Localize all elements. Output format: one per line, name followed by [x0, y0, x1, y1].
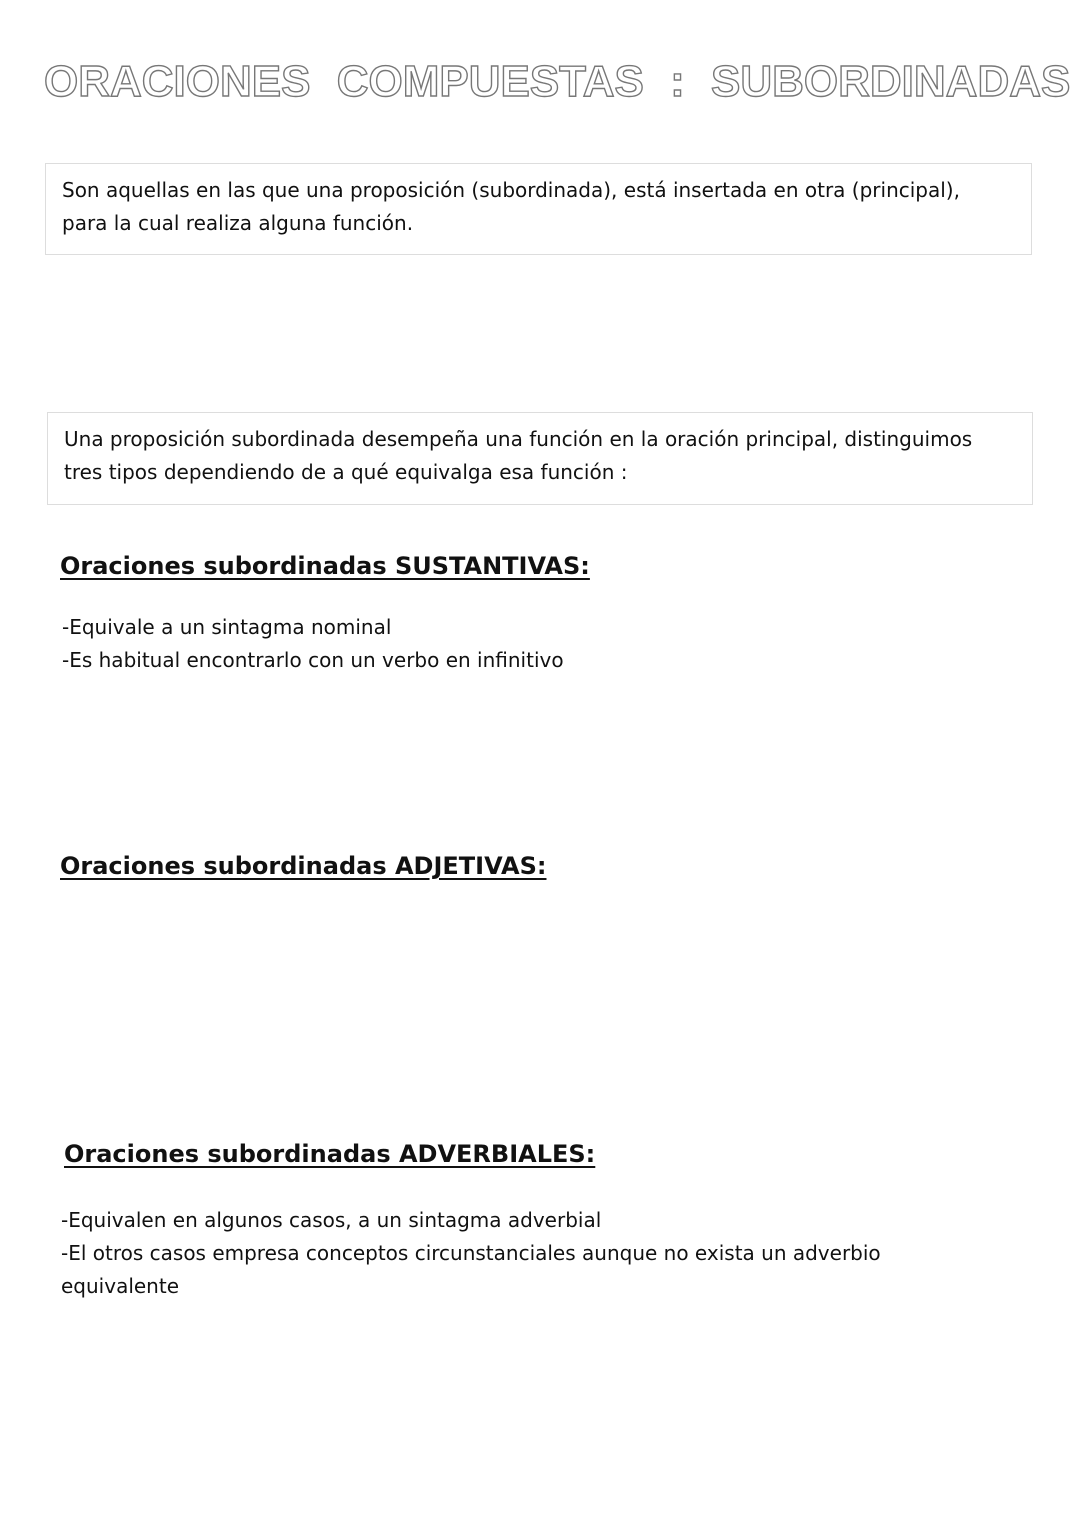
body-line: -Equivale a un sintagma nominal [62, 615, 392, 639]
body-line: -Es habitual encontrarlo con un verbo en infinitivo [62, 648, 564, 672]
section-heading-sustantivas: Oraciones subordinadas SUSTANTIVAS: [60, 552, 590, 580]
page-title: ORACIONES COMPUESTAS : SUBORDINADAS [44, 57, 1071, 106]
section-body-adverbiales [61, 1204, 1021, 1303]
definition-line: Son aquellas en las que una proposición (subordinada), está insertada en otra (principal), [62, 178, 960, 202]
types-line: Una proposición subordinada desempeña una función en la oración principal, distinguimos [64, 427, 973, 451]
definition-box [45, 163, 1032, 255]
section-heading-adverbiales: Oraciones subordinadas ADVERBIALES: [64, 1140, 596, 1168]
section-body-sustantivas [62, 611, 1022, 677]
body-line: -El otros casos empresa conceptos circunstanciales aunque no exista un adverbio [61, 1241, 881, 1265]
definition-line: para la cual realiza alguna función. [62, 211, 414, 235]
section-heading-adjetivas: Oraciones subordinadas ADJETIVAS: [60, 852, 547, 880]
types-box [47, 412, 1033, 505]
body-line: equivalente [61, 1274, 180, 1298]
types-line: tres tipos dependiendo de a qué equivalga esa función : [64, 460, 628, 484]
body-line: -Equivalen en algunos casos, a un sintagma adverbial [61, 1208, 602, 1232]
